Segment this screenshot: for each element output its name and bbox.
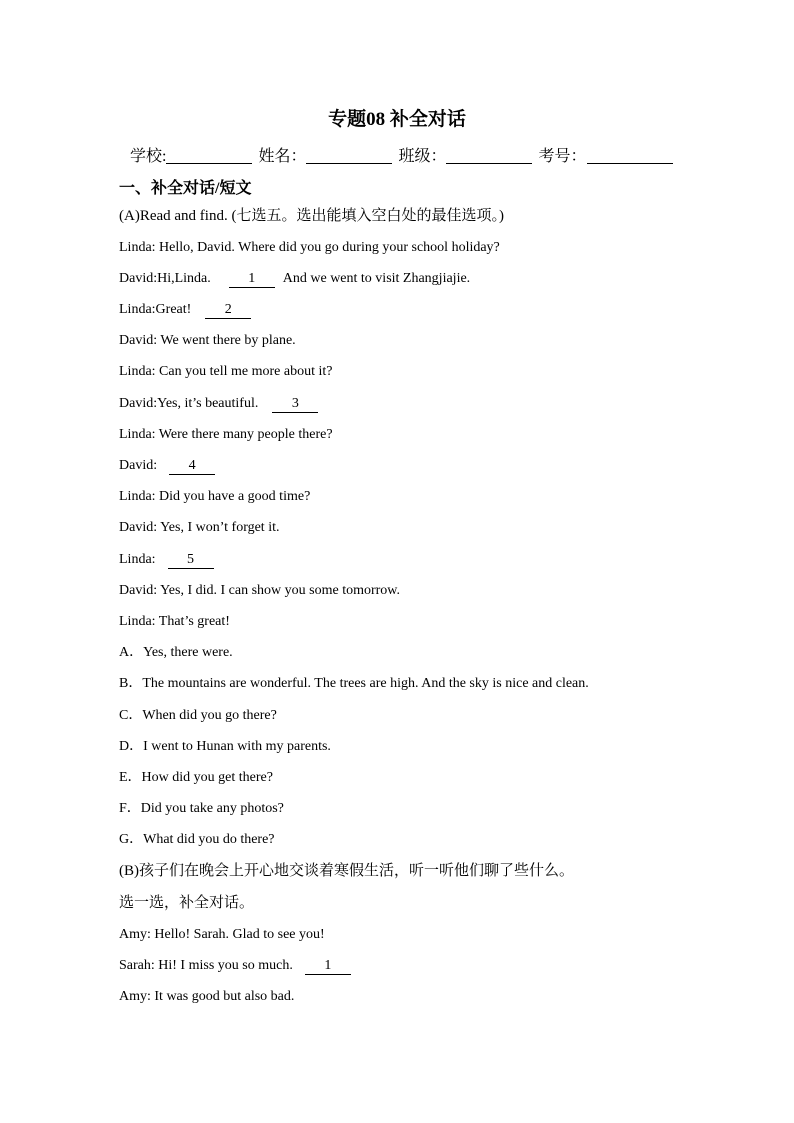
dialogue-line: Linda: Can you tell me more about it? — [119, 364, 333, 379]
dialogue-line: David: 4 — [119, 457, 215, 475]
option-g: G．What did you do there? — [119, 832, 275, 847]
dialogue-line: Amy: Hello! Sarah. Glad to see you! — [119, 927, 325, 942]
dialogue-line: David:Yes, it’s beautiful. 3 — [119, 395, 318, 413]
class-label: 班级： — [398, 148, 447, 165]
dialogue-line: Linda: Did you have a good time? — [119, 489, 311, 504]
answer-blank: 3 — [272, 396, 318, 413]
dialogue-line: David: We went there by plane. — [119, 333, 296, 348]
page-title: 专题08 补全对话 — [328, 109, 466, 130]
option-e: E．How did you get there? — [119, 770, 273, 785]
answer-blank: 2 — [205, 302, 251, 319]
dialogue-line: Sarah: Hi! I miss you so much. 1 — [119, 957, 351, 975]
dialogue-line: Linda: Hello, David. Where did you go during your school holiday? — [119, 240, 500, 255]
dialogue-line: David: Yes, I did. I can show you some tomorrow. — [119, 583, 401, 598]
school-blank — [166, 147, 252, 164]
class-blank — [446, 147, 532, 164]
answer-blank: 5 — [168, 552, 214, 569]
dialogue-line: Linda: That’s great! — [119, 614, 230, 629]
option-b: B．The mountains are wonderful. The trees are high. And the sky is nice and clean. — [119, 676, 589, 691]
school-label: 学校: — [130, 148, 167, 165]
answer-blank: 4 — [169, 458, 215, 475]
part-a-instruction: (A)Read and find. (七选五。选出能填入空白处的最佳选项。) — [119, 208, 504, 224]
dialogue-line: David: Yes, I won’t forget it. — [119, 520, 280, 535]
option-a: A．Yes, there were. — [119, 645, 233, 660]
dialogue-line: Linda: Were there many people there? — [119, 427, 333, 442]
section-heading: 一、补全对话/短文 — [119, 180, 252, 197]
option-c: C．When did you go there? — [119, 708, 277, 723]
name-blank — [306, 147, 392, 164]
dialogue-line: Amy: It was good but also bad. — [119, 989, 295, 1004]
option-f: F．Did you take any photos? — [119, 801, 284, 816]
exam-number-blank — [587, 147, 673, 164]
answer-blank: 1 — [305, 958, 351, 975]
answer-blank: 1 — [229, 271, 275, 288]
part-b-instruction-2: 选一选，补全对话。 — [119, 895, 255, 911]
dialogue-line: Linda:Great! 2 — [119, 301, 251, 319]
student-info-row — [130, 143, 675, 166]
part-b-instruction: (B)孩子们在晚会上开心地交谈着寒假生活，听一听他们聊了些什么。 — [119, 863, 574, 879]
option-d: D．I went to Hunan with my parents. — [119, 739, 331, 754]
name-label: 姓名： — [258, 148, 307, 165]
dialogue-line: Linda: 5 — [119, 551, 214, 569]
dialogue-line: David:Hi,Linda. 1 And we went to visit Zhangjiajie. — [119, 271, 471, 286]
exam-number-label: 考号： — [538, 148, 587, 165]
